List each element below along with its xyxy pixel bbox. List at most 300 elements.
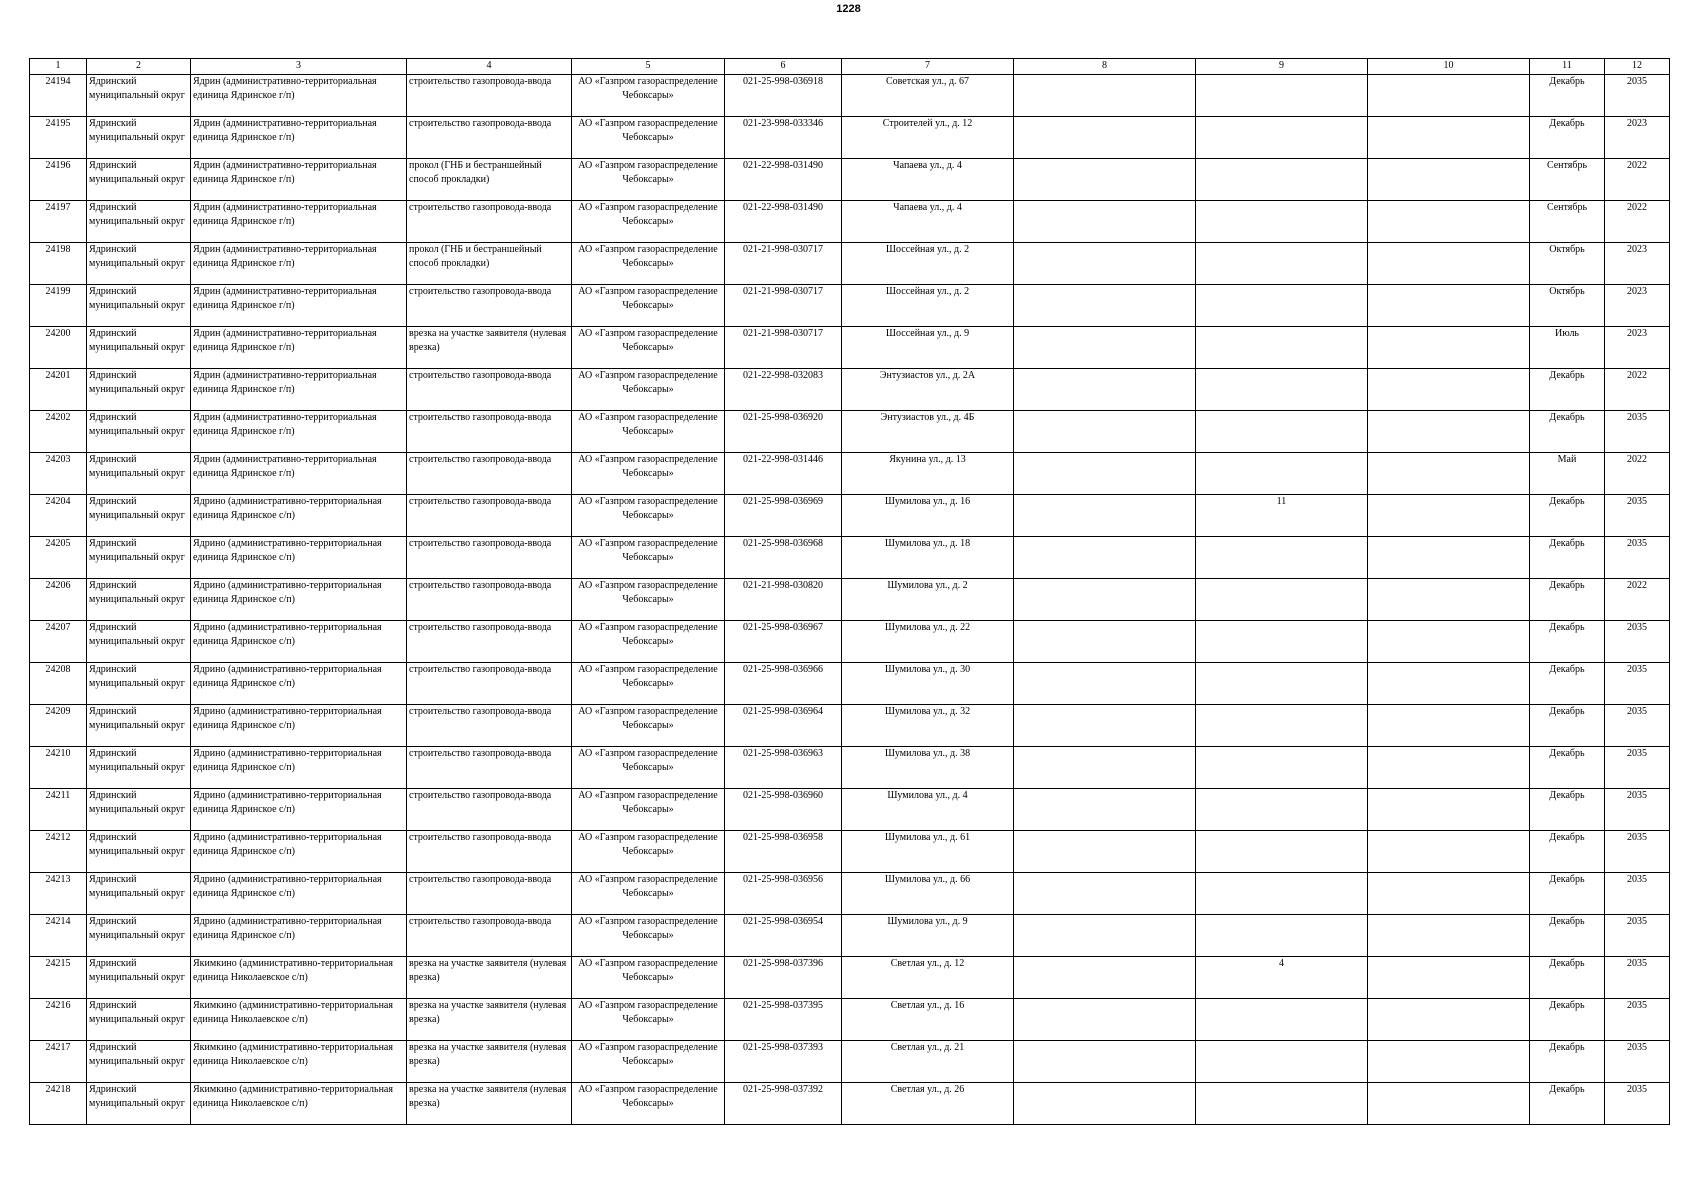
cell-text: Ядрин (административно-территориальная единица Ядринское г/п)	[193, 286, 377, 311]
cell-text: Декабрь	[1549, 370, 1585, 381]
cell-month	[1530, 1041, 1605, 1083]
cell-year	[1605, 747, 1670, 789]
cell-text	[1370, 117, 1527, 158]
cell-column-9	[1196, 243, 1368, 285]
cell-column-8	[1014, 663, 1196, 705]
table-row	[30, 285, 1670, 327]
cell-text: 021-25-998-036963	[743, 748, 823, 759]
cell-application-number	[725, 243, 842, 285]
cell-organization	[572, 159, 725, 201]
cell-settlement	[191, 117, 407, 159]
cell-work-type	[407, 75, 572, 117]
cell-column-10	[1368, 285, 1530, 327]
cell-column-8	[1014, 285, 1196, 327]
cell-text	[1370, 285, 1527, 326]
cell-text	[1370, 831, 1527, 872]
column-header-12: 12	[1605, 59, 1670, 75]
cell-address	[842, 705, 1014, 747]
column-header-2: 2	[87, 59, 191, 75]
cell-application-number	[725, 705, 842, 747]
cell-column-8	[1014, 831, 1196, 873]
cell-application-number	[725, 873, 842, 915]
cell-text: Декабрь	[1549, 958, 1585, 969]
cell-column-9	[1196, 159, 1368, 201]
cell-text: Ядринский муниципальный округ	[89, 622, 185, 647]
cell-text: строительство газопровода-ввода	[409, 622, 552, 633]
table-row	[30, 1041, 1670, 1083]
cell-column-8	[1014, 999, 1196, 1041]
cell-municipality	[87, 285, 191, 327]
cell-text: строительство газопровода-ввода	[409, 664, 552, 675]
cell-address	[842, 453, 1014, 495]
cell-text: Шумилова ул., д. 61	[884, 832, 971, 843]
cell-text: 24202	[45, 412, 71, 423]
cell-row-number	[30, 201, 87, 243]
cell-address	[842, 915, 1014, 957]
cell-text: 021-23-998-033346	[743, 118, 823, 129]
cell-text: Ядринский муниципальный округ	[89, 1000, 185, 1025]
column-header-4: 4	[407, 59, 572, 75]
cell-text	[1016, 999, 1193, 1040]
cell-text	[1016, 201, 1193, 242]
cell-text: Шоссейная ул., д. 2	[885, 286, 970, 297]
cell-text: строительство газопровода-ввода	[409, 202, 552, 213]
cell-text: 2035	[1627, 790, 1647, 801]
cell-column-8	[1014, 327, 1196, 369]
cell-text	[1370, 453, 1527, 494]
cell-text	[1198, 327, 1365, 368]
cell-settlement	[191, 75, 407, 117]
cell-column-9	[1196, 201, 1368, 243]
cell-month	[1530, 621, 1605, 663]
cell-text: АО «Газпром газораспределение Чебоксары»	[578, 622, 718, 647]
cell-municipality	[87, 873, 191, 915]
cell-text: Ядринский муниципальный округ	[89, 916, 185, 941]
cell-month	[1530, 873, 1605, 915]
cell-text: 24197	[45, 202, 71, 213]
cell-text: 24212	[45, 832, 71, 843]
cell-year	[1605, 789, 1670, 831]
cell-text: 24208	[45, 664, 71, 675]
cell-organization	[572, 453, 725, 495]
cell-year	[1605, 495, 1670, 537]
cell-text	[1198, 285, 1365, 326]
cell-row-number	[30, 159, 87, 201]
cell-column-8	[1014, 537, 1196, 579]
cell-month	[1530, 453, 1605, 495]
cell-text	[1370, 201, 1527, 242]
cell-row-number	[30, 1041, 87, 1083]
cell-year	[1605, 999, 1670, 1041]
cell-column-9	[1196, 705, 1368, 747]
cell-text: Шумилова ул., д. 30	[884, 664, 971, 675]
cell-row-number	[30, 579, 87, 621]
cell-column-9	[1196, 579, 1368, 621]
cell-column-8	[1014, 411, 1196, 453]
cell-text: Ядринский муниципальный округ	[89, 1084, 185, 1109]
cell-month	[1530, 663, 1605, 705]
cell-text	[1016, 705, 1193, 746]
cell-text: Ядринский муниципальный округ	[89, 664, 185, 689]
cell-work-type	[407, 537, 572, 579]
cell-text: Шоссейная ул., д. 2	[885, 244, 970, 255]
cell-row-number	[30, 117, 87, 159]
cell-municipality	[87, 747, 191, 789]
cell-column-10	[1368, 789, 1530, 831]
cell-text	[1016, 285, 1193, 326]
cell-text: Ядрин (административно-территориальная единица Ядринское г/п)	[193, 202, 377, 227]
cell-text: 021-25-998-037392	[743, 1084, 823, 1095]
cell-column-8	[1014, 369, 1196, 411]
cell-settlement	[191, 159, 407, 201]
cell-text: Ядрин (административно-территориальная единица Ядринское г/п)	[193, 412, 377, 437]
cell-text	[1198, 1083, 1365, 1124]
cell-text: 2035	[1627, 1042, 1647, 1053]
cell-text: Ядрино (административно-территориальная единица Ядринское с/п)	[193, 748, 382, 773]
cell-text	[1016, 411, 1193, 452]
cell-text	[1016, 873, 1193, 914]
cell-text: Ядринский муниципальный округ	[89, 76, 185, 101]
table-row	[30, 621, 1670, 663]
cell-organization	[572, 663, 725, 705]
cell-column-9	[1196, 957, 1368, 999]
cell-work-type	[407, 957, 572, 999]
table-row	[30, 663, 1670, 705]
cell-organization	[572, 201, 725, 243]
cell-month	[1530, 705, 1605, 747]
cell-text: АО «Газпром газораспределение Чебоксары»	[578, 454, 718, 479]
cell-text: Светлая ул., д. 21	[890, 1042, 965, 1053]
cell-address	[842, 159, 1014, 201]
cell-text: Якимкино (административно-территориальная единица Николаевское с/п)	[193, 1000, 393, 1025]
cell-row-number	[30, 663, 87, 705]
cell-text: Декабрь	[1549, 496, 1585, 507]
cell-year	[1605, 285, 1670, 327]
cell-text: 2023	[1627, 286, 1647, 297]
cell-text: 2035	[1627, 1084, 1647, 1095]
cell-settlement	[191, 663, 407, 705]
cell-month	[1530, 915, 1605, 957]
cell-column-8	[1014, 789, 1196, 831]
cell-text: 021-22-998-032083	[743, 370, 823, 381]
cell-text	[1370, 915, 1527, 956]
cell-text: Ядрино (административно-территориальная единица Ядринское с/п)	[193, 874, 382, 899]
cell-text: 24215	[45, 958, 71, 969]
cell-application-number	[725, 747, 842, 789]
cell-work-type	[407, 831, 572, 873]
cell-text: Декабрь	[1549, 412, 1585, 423]
cell-text	[1370, 243, 1527, 284]
cell-row-number	[30, 957, 87, 999]
cell-work-type	[407, 243, 572, 285]
cell-text	[1016, 75, 1193, 116]
cell-text: 2035	[1627, 538, 1647, 549]
cell-text	[1198, 537, 1365, 578]
cell-settlement	[191, 915, 407, 957]
cell-text	[1016, 159, 1193, 200]
cell-work-type	[407, 159, 572, 201]
cell-settlement	[191, 369, 407, 411]
cell-work-type	[407, 747, 572, 789]
cell-settlement	[191, 411, 407, 453]
cell-text: строительство газопровода-ввода	[409, 916, 552, 927]
table-row	[30, 873, 1670, 915]
cell-text: АО «Газпром газораспределение Чебоксары»	[578, 370, 718, 395]
cell-address	[842, 579, 1014, 621]
cell-text: 24196	[45, 160, 71, 171]
cell-month	[1530, 117, 1605, 159]
cell-text: 2023	[1627, 328, 1647, 339]
cell-text: 24213	[45, 874, 71, 885]
cell-text: Ядрино (административно-территориальная единица Ядринское с/п)	[193, 790, 382, 815]
cell-text: АО «Газпром газораспределение Чебоксары»	[578, 790, 718, 815]
cell-application-number	[725, 621, 842, 663]
cell-column-8	[1014, 705, 1196, 747]
cell-text: 2022	[1627, 160, 1647, 171]
table-row	[30, 327, 1670, 369]
cell-text	[1370, 537, 1527, 578]
cell-work-type	[407, 117, 572, 159]
cell-municipality	[87, 789, 191, 831]
cell-text	[1370, 957, 1527, 998]
cell-text: Ядрино (административно-территориальная единица Ядринское с/п)	[193, 622, 382, 647]
cell-address	[842, 369, 1014, 411]
cell-column-9	[1196, 369, 1368, 411]
page-number: 1228	[836, 3, 861, 15]
table-row	[30, 243, 1670, 285]
cell-text: АО «Газпром газораспределение Чебоксары»	[578, 202, 718, 227]
cell-settlement	[191, 621, 407, 663]
cell-column-10	[1368, 537, 1530, 579]
cell-text: 24199	[45, 286, 71, 297]
cell-address	[842, 831, 1014, 873]
cell-row-number	[30, 1083, 87, 1125]
cell-column-10	[1368, 579, 1530, 621]
cell-year	[1605, 873, 1670, 915]
cell-text: 021-22-998-031490	[743, 202, 823, 213]
cell-settlement	[191, 873, 407, 915]
cell-text: 021-25-998-036967	[743, 622, 823, 633]
cell-row-number	[30, 453, 87, 495]
cell-row-number	[30, 747, 87, 789]
cell-text	[1370, 789, 1527, 830]
cell-organization	[572, 243, 725, 285]
cell-text: Советская ул., д. 67	[885, 76, 970, 87]
cell-column-10	[1368, 453, 1530, 495]
cell-municipality	[87, 201, 191, 243]
cell-text: Декабрь	[1549, 1000, 1585, 1011]
cell-text: Энтузиастов ул., д. 4Б	[880, 412, 975, 423]
cell-organization	[572, 117, 725, 159]
header-row	[30, 59, 1670, 75]
cell-municipality	[87, 243, 191, 285]
cell-text: Ядринский муниципальный округ	[89, 958, 185, 983]
cell-text: Декабрь	[1549, 1084, 1585, 1095]
cell-settlement	[191, 285, 407, 327]
cell-column-10	[1368, 873, 1530, 915]
column-header-6: 6	[725, 59, 842, 75]
cell-text: Ядрино (административно-территориальная единица Ядринское с/п)	[193, 706, 382, 731]
cell-text: 021-25-998-036966	[743, 664, 823, 675]
cell-text: врезка на участке заявителя (нулевая врезка)	[409, 328, 567, 353]
cell-text	[1016, 915, 1193, 956]
cell-text: Светлая ул., д. 12	[890, 958, 965, 969]
cell-year	[1605, 621, 1670, 663]
cell-address	[842, 117, 1014, 159]
cell-text: Шумилова ул., д. 18	[884, 538, 971, 549]
cell-application-number	[725, 999, 842, 1041]
cell-text: Октябрь	[1549, 244, 1585, 255]
cell-text: строительство газопровода-ввода	[409, 874, 552, 885]
cell-column-9	[1196, 915, 1368, 957]
cell-month	[1530, 579, 1605, 621]
cell-text: АО «Газпром газораспределение Чебоксары»	[578, 958, 718, 983]
cell-text: Декабрь	[1549, 580, 1585, 591]
cell-year	[1605, 117, 1670, 159]
cell-month	[1530, 411, 1605, 453]
cell-text: 2035	[1627, 76, 1647, 87]
table-row	[30, 453, 1670, 495]
cell-text	[1016, 453, 1193, 494]
cell-text: 2022	[1627, 580, 1647, 591]
cell-text	[1370, 369, 1527, 410]
cell-text: 021-25-998-037396	[743, 958, 823, 969]
cell-year	[1605, 243, 1670, 285]
cell-text: Шумилова ул., д. 4	[887, 790, 968, 801]
cell-work-type	[407, 789, 572, 831]
table-header	[30, 59, 1670, 75]
cell-text: Ядрин (административно-территориальная единица Ядринское г/п)	[193, 244, 377, 269]
cell-text: 24216	[45, 1000, 71, 1011]
cell-text: АО «Газпром газораспределение Чебоксары»	[578, 496, 718, 521]
cell-application-number	[725, 159, 842, 201]
cell-row-number	[30, 915, 87, 957]
cell-month	[1530, 369, 1605, 411]
cell-text: АО «Газпром газораспределение Чебоксары»	[578, 1084, 718, 1109]
column-header-10: 10	[1368, 59, 1530, 75]
cell-text: 24200	[45, 328, 71, 339]
cell-text	[1016, 495, 1193, 536]
cell-year	[1605, 579, 1670, 621]
cell-column-8	[1014, 1041, 1196, 1083]
cell-month	[1530, 1083, 1605, 1125]
cell-text: АО «Газпром газораспределение Чебоксары»	[578, 118, 718, 143]
cell-text	[1198, 201, 1365, 242]
cell-text	[1370, 75, 1527, 116]
cell-text: прокол (ГНБ и бестраншейный способ прокладки)	[409, 160, 542, 185]
cell-text: Ядринский муниципальный округ	[89, 1042, 185, 1067]
table-row	[30, 705, 1670, 747]
cell-settlement	[191, 789, 407, 831]
cell-text	[1016, 1083, 1193, 1124]
table-row	[30, 999, 1670, 1041]
cell-column-9	[1196, 747, 1368, 789]
cell-text	[1198, 999, 1365, 1040]
cell-settlement	[191, 1041, 407, 1083]
cell-year	[1605, 75, 1670, 117]
cell-text: АО «Газпром газораспределение Чебоксары»	[578, 286, 718, 311]
cell-text: Ядрин (административно-территориальная единица Ядринское г/п)	[193, 454, 377, 479]
cell-text: Декабрь	[1549, 832, 1585, 843]
cell-text: Ядринский муниципальный округ	[89, 580, 185, 605]
cell-text	[1016, 537, 1193, 578]
cell-organization	[572, 747, 725, 789]
cell-text	[1370, 159, 1527, 200]
cell-text: Декабрь	[1549, 538, 1585, 549]
cell-municipality	[87, 495, 191, 537]
cell-text: Май	[1557, 454, 1577, 465]
cell-column-9	[1196, 663, 1368, 705]
cell-text: 24201	[45, 370, 71, 381]
cell-row-number	[30, 285, 87, 327]
cell-month	[1530, 243, 1605, 285]
cell-work-type	[407, 411, 572, 453]
cell-column-10	[1368, 117, 1530, 159]
cell-text: 11	[1276, 496, 1287, 507]
cell-text: 021-22-998-031490	[743, 160, 823, 171]
table-row	[30, 915, 1670, 957]
cell-settlement	[191, 705, 407, 747]
cell-column-8	[1014, 1083, 1196, 1125]
cell-text: 24198	[45, 244, 71, 255]
cell-month	[1530, 495, 1605, 537]
cell-text: Строителей ул., д. 12	[882, 118, 973, 129]
cell-column-10	[1368, 999, 1530, 1041]
cell-text: Якимкино (административно-территориальная единица Николаевское с/п)	[193, 1084, 393, 1109]
column-header-8: 8	[1014, 59, 1196, 75]
cell-text: АО «Газпром газораспределение Чебоксары»	[578, 1000, 718, 1025]
cell-column-8	[1014, 873, 1196, 915]
cell-text	[1370, 579, 1527, 620]
cell-text	[1198, 117, 1365, 158]
cell-text: Чапаева ул., д. 4	[893, 202, 962, 213]
cell-settlement	[191, 831, 407, 873]
cell-text	[1016, 243, 1193, 284]
cell-settlement	[191, 243, 407, 285]
cell-column-10	[1368, 1083, 1530, 1125]
cell-text: Ядринский муниципальный округ	[89, 160, 185, 185]
cell-text: АО «Газпром газораспределение Чебоксары»	[578, 244, 718, 269]
cell-organization	[572, 873, 725, 915]
cell-address	[842, 663, 1014, 705]
cell-text	[1016, 117, 1193, 158]
cell-year	[1605, 831, 1670, 873]
cell-year	[1605, 663, 1670, 705]
cell-text	[1370, 705, 1527, 746]
cell-text	[1198, 159, 1365, 200]
cell-text	[1198, 243, 1365, 284]
cell-text: 021-21-998-030820	[743, 580, 823, 591]
cell-text	[1016, 1041, 1193, 1082]
cell-text: Ядринский муниципальный округ	[89, 538, 185, 563]
cell-text: Ядрин (административно-территориальная единица Ядринское г/п)	[193, 118, 377, 143]
cell-text: 021-21-998-030717	[743, 244, 823, 255]
cell-text: Декабрь	[1549, 664, 1585, 675]
cell-application-number	[725, 957, 842, 999]
cell-application-number	[725, 117, 842, 159]
cell-organization	[572, 1041, 725, 1083]
cell-row-number	[30, 537, 87, 579]
cell-settlement	[191, 579, 407, 621]
cell-column-10	[1368, 201, 1530, 243]
cell-column-9	[1196, 75, 1368, 117]
cell-text: 24206	[45, 580, 71, 591]
cell-text: Чапаева ул., д. 4	[893, 160, 962, 171]
cell-text	[1198, 873, 1365, 914]
cell-work-type	[407, 1083, 572, 1125]
cell-year	[1605, 915, 1670, 957]
table-row	[30, 957, 1670, 999]
